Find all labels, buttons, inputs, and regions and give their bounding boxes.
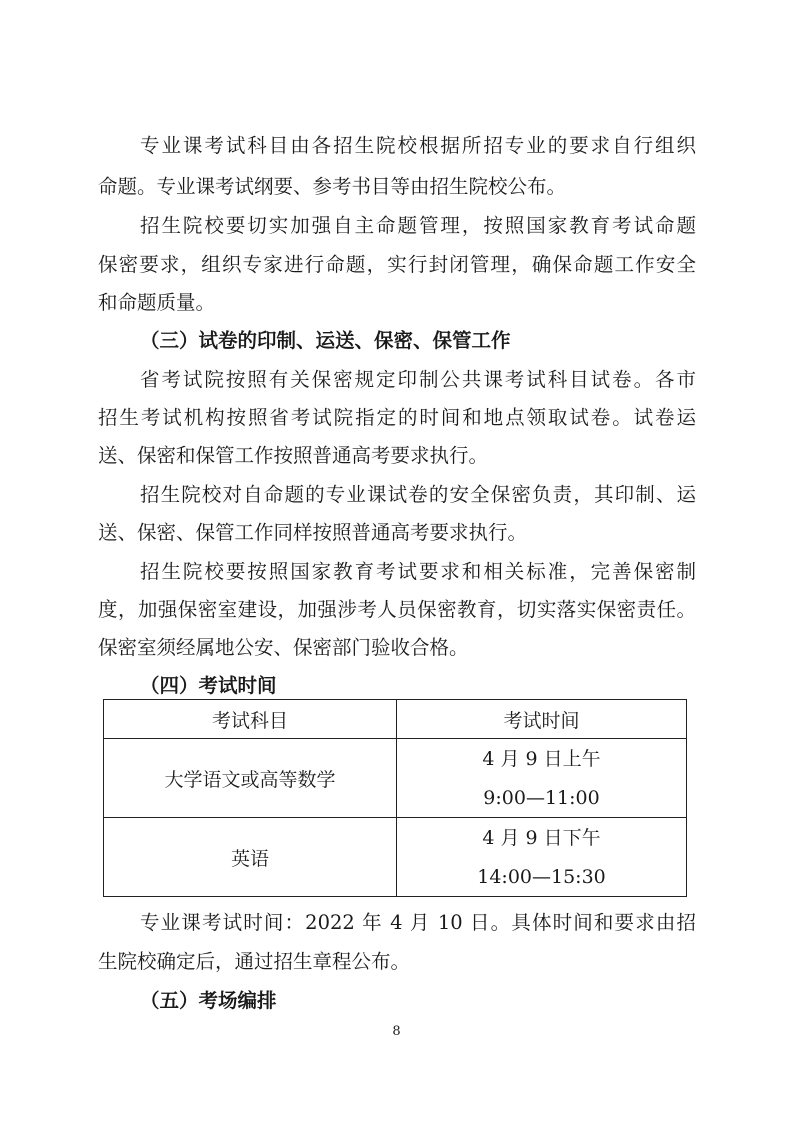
- section-heading: （三）试卷的印制、运送、保密、保管工作: [140, 329, 511, 352]
- exam-schedule-table: [103, 699, 687, 897]
- section-heading: （四）考试时间: [140, 674, 277, 697]
- exam-date: 4 月 9 日上午: [482, 747, 601, 770]
- table-header-row: [104, 700, 687, 739]
- paragraph-line: 专业课考试时间：2022 年 4 月 10 日。具体时间和要求由招: [140, 911, 696, 934]
- table-header-cell: 考试科目: [104, 700, 397, 739]
- paragraph-line: 专业课考试科目由各招生院校根据所招专业的要求自行组织: [140, 134, 696, 157]
- subject-cell: 大学语文或高等数学: [104, 739, 397, 818]
- paragraph-line: 保密室须经属地公安、保密部门验收合格。: [98, 636, 469, 659]
- paragraph-line: 省考试院按照有关保密规定印制公共课考试科目试卷。各市: [140, 368, 696, 391]
- paragraph-line: 和命题质量。: [98, 291, 216, 314]
- paragraph-line: 送、保密、保管工作同样按照普通高考要求执行。: [98, 521, 528, 544]
- exam-date: 4 月 9 日下午: [482, 826, 601, 849]
- paragraph-line: 送、保密和保管工作按照普通高考要求执行。: [98, 444, 489, 467]
- paragraph-line: 命题。专业课考试纲要、参考书目等由招生院校公布。: [98, 175, 567, 198]
- paragraph-line: 生院校确定后，通过招生章程公布。: [98, 950, 411, 973]
- time-cell: [397, 818, 687, 897]
- exam-time: 14:00—15:30: [477, 865, 606, 888]
- table-row: [104, 739, 687, 818]
- paragraph-line: 度，加强保密室建设，加强涉考人员保密教育，切实落实保密责任。: [98, 598, 696, 621]
- page-number: 8: [392, 1024, 401, 1039]
- table-header-cell: 考试时间: [397, 700, 687, 739]
- paragraph-line: 招生院校对自命题的专业课试卷的安全保密负责，其印制、运: [140, 483, 696, 506]
- exam-time: 9:00—11:00: [483, 786, 600, 809]
- paragraph-line: 招生院校要按照国家教育考试要求和相关标准，完善保密制: [140, 560, 696, 583]
- time-cell: [397, 739, 687, 818]
- section-heading: （五）考场编排: [140, 989, 277, 1012]
- paragraph-line: 保密要求，组织专家进行命题，实行封闭管理，确保命题工作安全: [98, 253, 696, 276]
- subject-cell: 英语: [104, 818, 397, 897]
- paragraph-line: 招生院校要切实加强自主命题管理，按照国家教育考试命题: [140, 214, 696, 237]
- paragraph-line: 招生考试机构按照省考试院指定的时间和地点领取试卷。试卷运: [98, 406, 696, 429]
- table-row: [104, 818, 687, 897]
